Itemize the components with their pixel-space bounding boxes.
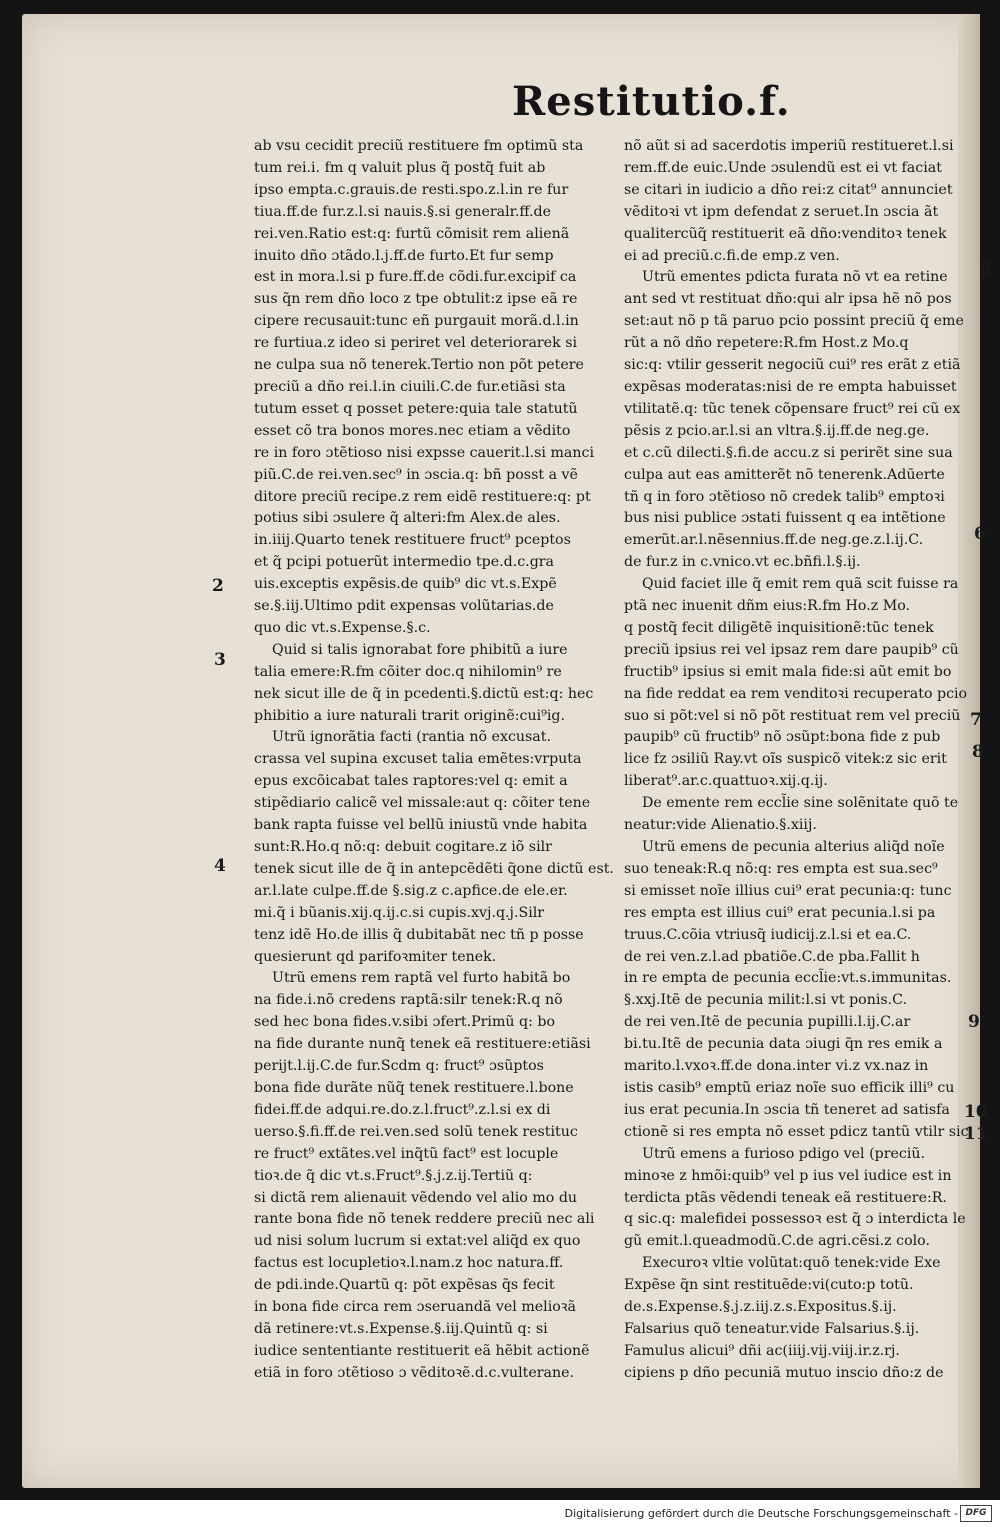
text-line: sunt:R.Ho.q nõ:q: debuit cogitare.z iõ silr (254, 839, 552, 855)
text-line: na fide.i.nõ credens raptã:silr tenek:R.q nõ (254, 992, 563, 1009)
text-line: de rei ven.z.l.ad pbatiõe.C.de pba.Fallit h (624, 948, 920, 965)
margin-number: 4 (214, 856, 226, 876)
text-line: ab vsu cecidit preciũ restituere fm optimũ sta (254, 138, 584, 154)
text-line: de pdi.inde.Quartũ q: põt expẽsas q̃s fecit (254, 1277, 555, 1294)
text-line: rũt a nõ dño repetere:R.fm Host.z Mo.q (624, 335, 909, 352)
text-line: tenek sicut ille de q̃ in antepcẽdẽti q̃one dictũ est. (254, 860, 614, 877)
text-line: se.§.iij.Ultimo pdit expensas volũtarias.de (254, 598, 554, 615)
text-line: in bona fide circa rem ɔseruandã vel melioꝛã (254, 1299, 576, 1316)
text-line: cipiens p dño pecuniã mutuo inscio dño:z de (624, 1364, 944, 1381)
text-line: quo dic vt.s.Expense.§.c. (254, 619, 431, 636)
text-line: istis casib⁹ emptũ eriaz noĩe suo efficik illi⁹ cu (624, 1079, 955, 1096)
right-text-column (624, 136, 974, 1385)
text-line: ud nisi solum lucrum si extat:vel aliq̃d ex quo (254, 1233, 581, 1250)
text-line: tiua.ff.de fur.z.l.si nauis.§.si generalr.ff.de (254, 203, 551, 220)
text-line: suo teneak:R.q nõ:q: res empta est sua.sec⁹ (624, 860, 938, 877)
text-line: fidei.ff.de adqui.re.do.z.l.fruct⁹.z.l.si ex di (254, 1101, 551, 1118)
text-line: Utrũ emens a furioso pdigo vel (preciũ. (642, 1145, 926, 1162)
margin-number: 5 (980, 260, 992, 280)
text-line: na fide durante nunq̃ tenek eã restituere:etiãsi (254, 1036, 591, 1053)
text-line: si dictã rem alienauit vẽdendo vel alio mo du (254, 1189, 578, 1206)
text-line: nek sicut ille de q̃ in pcedenti.§.dictũ est:q: hec (254, 685, 594, 702)
text-line: ptã nec inuenit dñm eius:R.fm Ho.z Mo. (624, 598, 911, 615)
funding-notice: Digitalisierung gefördert durch die Deutsche Forschungsgemeinschaft - (564, 1507, 958, 1520)
text-line: set:aut nõ p tã paruo pcio possint preciũ q̃ eme (624, 313, 964, 330)
text-line: ctionẽ si res empta nõ esset pdicz tantũ vtilr sic (624, 1123, 969, 1140)
text-line: Quid si talis ignorabat fore phibitũ a iure (272, 641, 568, 658)
text-line: cipere recusauit:tunc eñ purgauit morã.d.l.in (254, 313, 579, 330)
text-line: de rei ven.Itẽ de pecunia pupilli.l.ij.C.ar (624, 1014, 911, 1031)
left-text-column (254, 136, 616, 1385)
text-line: est in mora.l.si p fure.ff.de cõdi.fur.excipif ca (254, 269, 577, 286)
text-line: et q̃ pcipi potuerũt intermedio tpe.d.c.gra (254, 554, 555, 571)
text-line: suo si põt:vel si nõ põt restituat rem vel preciũ (624, 707, 961, 724)
text-line: ar.l.late culpe.ff.de §.sig.z c.apfice.de ele.er. (254, 882, 568, 899)
text-line: dã retinere:vt.s.Expense.§.iij.Quintũ q: si (254, 1320, 548, 1337)
text-line: sed hec bona fides.v.sibi ɔfert.Primũ q: bo (254, 1014, 556, 1031)
text-line: piũ.C.de rei.ven.sec⁹ in ɔscia.q: bñ posst a vẽ (254, 466, 578, 483)
text-line: ant sed vt restituat dño:qui alr ipsa hẽ nõ pos (624, 291, 952, 308)
text-line: uis.exceptis expẽsis.de quib⁹ dic vt.s.Expẽ (254, 576, 557, 593)
text-line: se citari in iudicio a dño rei:z citat⁹ annunciet (624, 181, 953, 198)
margin-number: 3 (214, 650, 226, 670)
text-line: in re empta de pecunia eccl̃ie:vt.s.immunitas. (624, 970, 952, 987)
text-line: bank rapta fuisse vel bellũ iniustũ vnde habita (254, 817, 588, 834)
text-line: pẽsis z pcio.ar.l.si an vltra.§.ij.ff.de neg.ge. (624, 422, 930, 439)
text-line: crassa vel supina excuset talia emẽtes:vrputa (254, 751, 582, 768)
text-line: iudice sententiante restituerit eã hẽbit actionẽ (254, 1342, 590, 1359)
running-header: Restitutio.f. (512, 78, 791, 125)
text-line: Utrũ emens de pecunia alterius aliq̃d noĩe (642, 839, 945, 855)
text-line: q postq̃ fecit diligẽtẽ inquisitionẽ:tũc tenek (624, 619, 934, 636)
text-line: Famulus alicui⁹ dñi ac(iiij.vij.viij.ir.z.rj. (624, 1342, 900, 1359)
text-line: tioꝛ.de q̃ dic vt.s.Fruct⁹.§.j.z.ij.Tertiũ q: (254, 1167, 533, 1184)
margin-number: 9 (968, 1012, 980, 1032)
text-line: re furtiua.z ideo si periret vel deteriorarek si (254, 335, 578, 352)
text-line: culpa aut eas amitterẽt nõ tenerenk.Adūerte (624, 466, 945, 483)
text-line: minoꝛe z hmõi:quib⁹ vel p ius vel iudice est in (624, 1167, 952, 1184)
text-line: liberat⁹.ar.c.quattuoꝛ.xij.q.ij. (624, 773, 828, 790)
text-line: preciũ ipsius rei vel ipsaz rem dare paupib⁹ cũ (624, 641, 959, 658)
text-line: expẽsas moderatas:nisi de re empta habuisset (624, 378, 957, 395)
text-line: etiã in foro ɔtẽtioso ɔ vẽditoꝛẽ.d.c.vulterane. (254, 1364, 575, 1381)
text-line: res empta est illius cui⁹ erat pecunia.l.si pa (624, 904, 936, 921)
text-line: Falsarius quõ teneatur.vide Falsarius.§.ij. (624, 1320, 920, 1337)
text-line: phibitio a iure naturali trarit originẽ:cui⁹ig. (254, 707, 565, 724)
text-line: gũ emit.l.queadmodũ.C.de agri.cẽsi.z colo. (624, 1233, 930, 1250)
text-line: paupib⁹ cũ fructib⁹ nõ ɔsũpt:bona fide z pub (624, 729, 941, 746)
text-line: factus est locupletioꝛ.l.nam.z hoc natura.ff. (254, 1255, 564, 1272)
text-line: neatur:vide Alienatio.§.xiij. (624, 817, 817, 834)
text-line: stipẽdiario calicẽ vel missale:aut q: cõiter tene (254, 795, 591, 812)
text-line: sic:q: vtilir gesserit negociũ cui⁹ res erãt z etiã (624, 357, 961, 374)
margin-number: 8 (972, 742, 984, 762)
text-line: quesierunt qd parifoꝛmiter tenek. (254, 948, 497, 965)
text-line: re in foro ɔtẽtioso nisi expsse cauerit.l.si manci (254, 444, 594, 461)
text-line: lice fz ɔsiliũ Ray.vt oĩs suspicõ vitek:z sic erit (624, 751, 947, 768)
dfg-logo: DFG (960, 1505, 992, 1522)
text-line: qualitercũq̃ restituerit eã dño:venditoꝛ tenek (624, 225, 947, 242)
margin-number: 11 (964, 1124, 988, 1144)
text-line: Utrũ emens rem raptã vel furto habitã bo (272, 970, 571, 987)
text-line: truus.C.cõia vtriusq̃ iudicij.z.l.si et ea.C. (624, 926, 912, 943)
text-line: fructib⁹ ipsius si emit mala fide:si aũt emit bo (624, 663, 952, 680)
margin-number: 6 (974, 524, 986, 544)
text-line: ipso empta.c.grauis.de resti.spo.z.l.in re fur (254, 181, 569, 198)
text-line: de fur.z in c.vnico.vt ec.bñfi.l.§.ij. (624, 554, 861, 571)
margin-number: 7 (970, 710, 982, 730)
text-line: bus nisi publice ɔstati fuissent q ea intẽtione (624, 510, 946, 527)
text-line: talia emere:R.fm cõiter doc.q nihilomin⁹ re (254, 663, 562, 680)
text-line: vẽditoꝛi vt ipm defendat z seruet.In ɔscia ãt (624, 203, 939, 220)
text-line: §.xxj.Itẽ de pecunia milit:l.si vt ponis.C. (624, 992, 908, 1009)
text-line: Quid faciet ille q̃ emit rem quã scit fuisse ra (642, 576, 959, 593)
text-line: epus excõicabat tales raptores:vel q: emit a (254, 773, 568, 790)
text-line: tenz idẽ Ho.de illis q̃ dubitabãt nec tñ p posse (254, 926, 584, 943)
text-line: bona fide durãte nũq̃ tenek restituere.l.bone (254, 1079, 574, 1096)
text-line: emerũt.ar.l.nẽsennius.ff.de neg.ge.z.l.ij.C. (624, 532, 924, 549)
text-line: esset cõ tra bonos mores.nec etiam a vẽdito (254, 422, 571, 439)
text-line: ditore preciũ recipe.z rem eidẽ restituere:q: pt (254, 488, 591, 505)
text-line: De emente rem eccl̃ie sine solẽnitate quõ te (642, 795, 959, 812)
text-line: Utrũ ementes pdicta furata nõ vt ea retine (642, 269, 948, 286)
text-line: si emisset noĩe illius cui⁹ erat pecunia:q: tunc (624, 882, 952, 899)
text-line: de.s.Expense.§.j.z.iij.z.s.Expositus.§.ij. (624, 1299, 897, 1316)
text-line: potius sibi ɔsulere q̃ alteri:fm Alex.de ales. (254, 510, 561, 527)
text-line: tutum esset q posset petere:quia tale statutũ (254, 400, 578, 417)
text-line: inuito dño ɔtãdo.l.j.ff.de furto.Et fur semp (254, 247, 554, 264)
text-line: in.iiij.Quarto tenek restituere fruct⁹ pceptos (254, 532, 571, 549)
text-line: Expẽse q̃n sint restituẽde:vi(cuto:p totũ. (624, 1277, 914, 1294)
text-line: rei.ven.Ratio est:q: furtũ cõmisit rem alienã (254, 225, 570, 242)
digitization-footer (0, 1500, 1000, 1527)
margin-number: 2 (212, 576, 224, 596)
text-line: Utrũ ignorãtia facti (rantia nõ excusat. (272, 729, 551, 746)
text-line: ius erat pecunia.In ɔscia tñ teneret ad satisfa (624, 1101, 950, 1118)
text-line: et c.cũ dilecti.§.fi.de accu.z si perirẽt sine sua (624, 444, 953, 461)
text-line: q sic.q: malefidei possessoꝛ est q̃ ɔ interdicta le (624, 1211, 966, 1228)
text-line: tñ q in foro ɔtẽtioso nõ credek talib⁹ emptoꝛi (624, 488, 945, 505)
text-line: nõ aũt si ad sacerdotis imperiũ restitueret.l.si (624, 138, 954, 154)
text-line: perijt.l.ij.C.de fur.Scdm q: fruct⁹ ɔsũptos (254, 1058, 544, 1075)
text-line: rante bona fide nõ tenek reddere preciũ nec ali (254, 1211, 595, 1228)
text-line: rem.ff.de euic.Unde ɔsulendũ est ei vt faciat (624, 159, 942, 176)
text-line: vtilitatẽ.q: tũc tenek cõpensare fruct⁹ rei cũ ex (624, 400, 961, 417)
text-line: sus q̃n rem dño loco z tpe obtulit:z ipse eã re (254, 291, 578, 308)
text-line: tum rei.i. fm q valuit plus q̃ postq̃ fuit ab (254, 159, 546, 176)
text-line: ne culpa sua nõ tenerek.Tertio non põt petere (254, 357, 584, 374)
text-line: terdicta ptãs vẽdendi teneak eã restituere:R. (624, 1189, 947, 1206)
text-line: re fruct⁹ extãtes.vel inq̃tũ fact⁹ est locuple (254, 1145, 559, 1162)
text-line: mi.q̃ i bũanis.xij.q.ij.c.si cupis.xvj.q.j.Silr (254, 904, 545, 921)
margin-number: 10 (964, 1102, 988, 1122)
text-line: ei ad preciũ.c.fi.de emp.z ven. (624, 247, 840, 264)
text-line: marito.l.vxoꝛ.ff.de dona.inter vi.z vx.naz in (624, 1058, 929, 1075)
text-line: bi.tu.Itẽ de pecunia data ɔiugi q̃n res emik a (624, 1036, 943, 1053)
text-line: na fide reddat ea rem venditoꝛi recuperato pcio (624, 685, 968, 702)
text-line: preciũ a dño rei.l.in ciuili.C.de fur.etiãsi sta (254, 378, 566, 395)
text-line: Execuroꝛ vltie volũtat:quõ tenek:vide Exe (642, 1255, 941, 1272)
text-line: uerso.§.fi.ff.de rei.ven.sed solũ tenek restituc (254, 1123, 578, 1140)
